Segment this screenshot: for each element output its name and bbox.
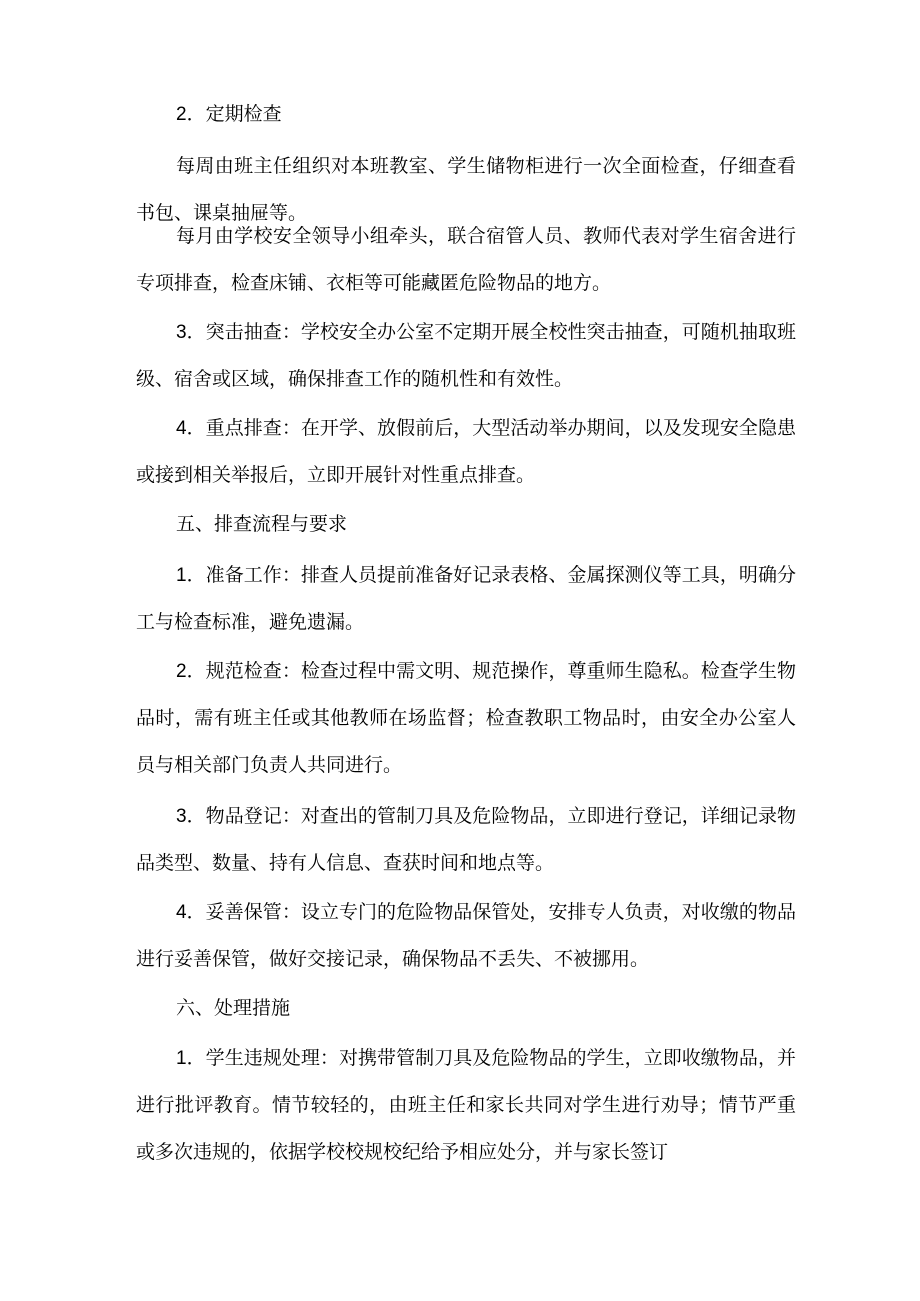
paragraph-surprise-check xyxy=(136,309,796,403)
paragraph-text: ．准备工作：排查人员提前准备好记录表格、金属探测仪等工具，明确分工与检查标准，避免遗漏。 xyxy=(136,564,796,633)
paragraph-storage xyxy=(136,889,796,983)
paragraph-regular-inspection-heading xyxy=(136,91,796,138)
paragraph-text: 每月由学校安全领导小组牵头，联合宿管人员、教师代表对学生宿舍进行专项排查，检查床铺、衣柜等可能藏匿危险物品的地方。 xyxy=(136,225,796,294)
section-title: 五、排查流程与要求 xyxy=(176,513,348,535)
item-number: 1 xyxy=(176,1048,187,1069)
paragraph-text: ．学生违规处理：对携带管制刀具及危险物品的学生，立即收缴物品，并进行批评教育。情节较轻的，由班主任和家长共同对学生进行劝导；情节严重或多次违规的，依据学校校规校纪给予相应处分，并与家长签订 xyxy=(136,1047,796,1163)
paragraph-text: ．重点排查：在开学、放假前后，大型活动举办期间，以及发现安全隐患或接到相关举报后，立即开展针对性重点排查。 xyxy=(136,417,796,486)
paragraph-standard-check xyxy=(136,648,796,789)
item-number: 3 xyxy=(176,806,187,827)
paragraph-text: ．规范检查：检查过程中需文明、规范操作，尊重师生隐私。检查学生物品时，需有班主任或其他教师在场监督；检查教职工物品时，由安全办公室人员与相关部门负责人共同进行。 xyxy=(136,660,796,776)
item-number: 4 xyxy=(176,418,187,439)
paragraph-text: ．定期检查 xyxy=(186,103,282,125)
section-title: 六、处理措施 xyxy=(176,997,291,1019)
paragraph-text: ．妥善保管：设立专门的危险物品保管处，安排专人负责，对收缴的物品进行妥善保管，做好交接记录，确保物品不丢失、不被挪用。 xyxy=(136,901,796,970)
paragraph-monthly-check xyxy=(136,213,796,307)
paragraph-registration xyxy=(136,793,796,887)
item-number: 4 xyxy=(176,902,187,923)
paragraph-preparation xyxy=(136,552,796,646)
item-number: 2 xyxy=(176,104,187,125)
section-heading-process xyxy=(136,501,796,548)
paragraph-student-violation xyxy=(136,1035,796,1176)
section-heading-measures xyxy=(136,985,796,1032)
paragraph-text: 每周由班主任组织对本班教室、学生储物柜进行一次全面检查，仔细查看书包、课桌抽屉等。 xyxy=(136,155,796,224)
paragraph-key-check xyxy=(136,405,796,499)
item-number: 1 xyxy=(176,565,187,586)
item-number: 3 xyxy=(176,322,187,343)
paragraph-text: ．物品登记：对查出的管制刀具及危险物品，立即进行登记，详细记录物品类型、数量、持有人信息、查获时间和地点等。 xyxy=(136,805,796,874)
item-number: 2 xyxy=(176,661,187,682)
paragraph-text: ．突击抽查：学校安全办公室不定期开展全校性突击抽查，可随机抽取班级、宿舍或区域，确保排查工作的随机性和有效性。 xyxy=(136,321,796,390)
